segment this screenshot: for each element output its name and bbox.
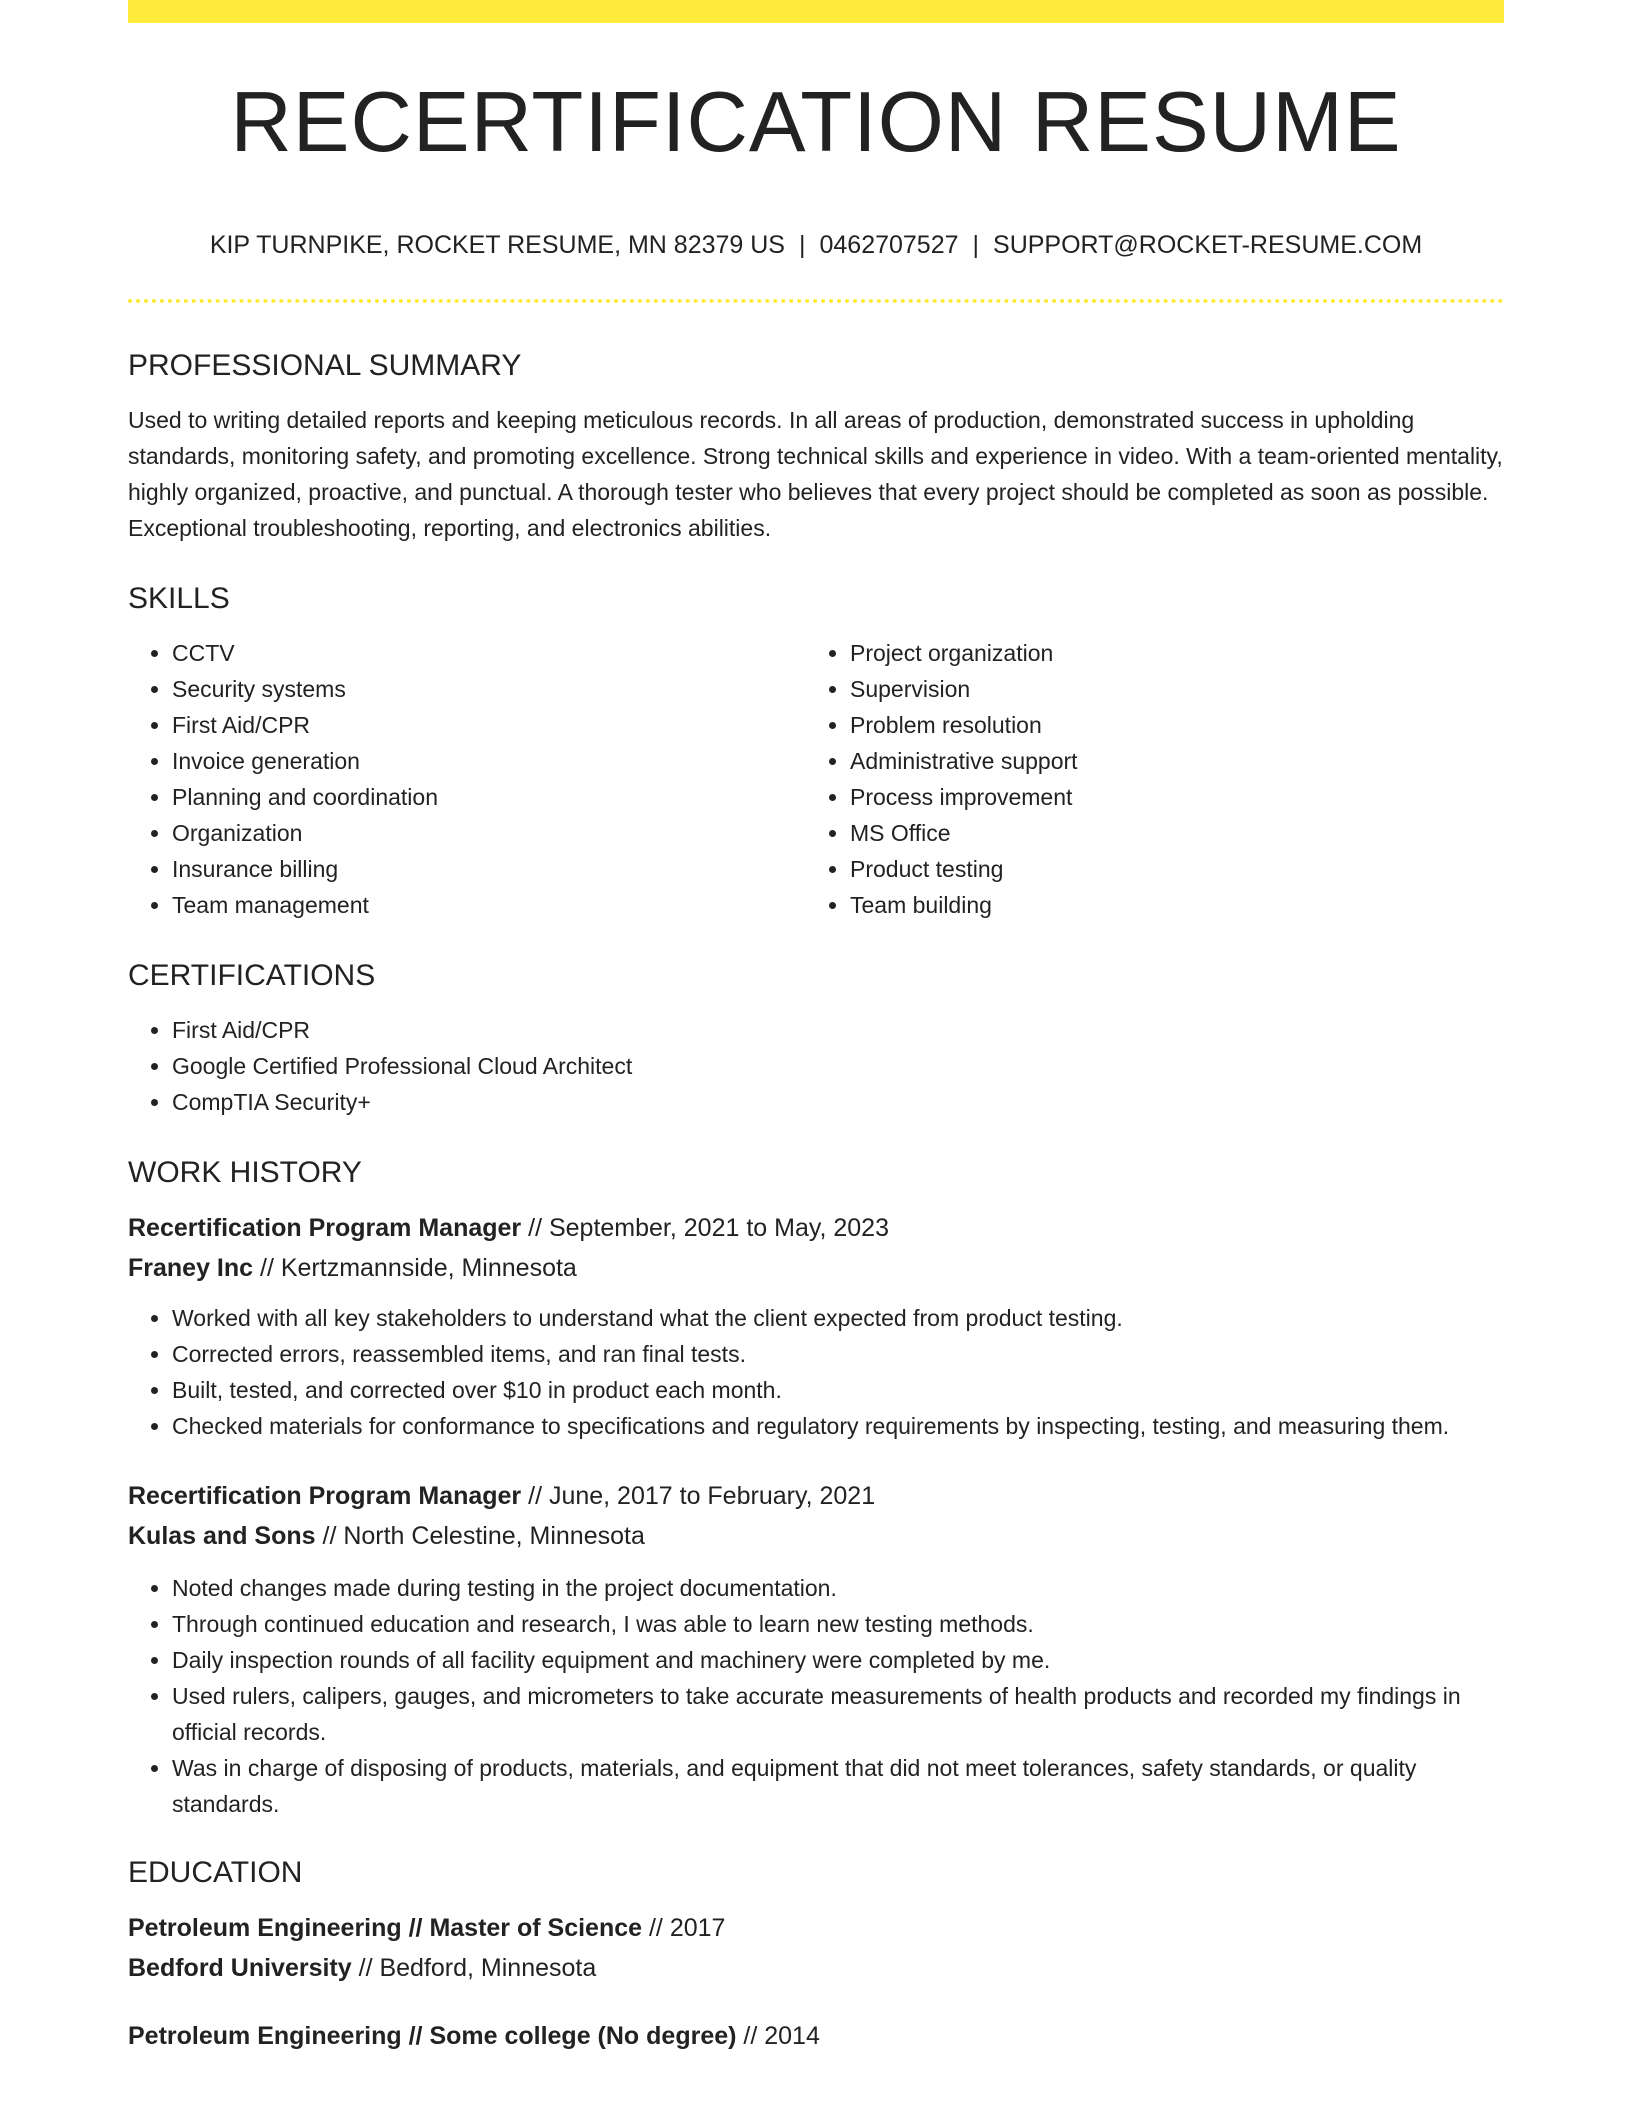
job-bullets xyxy=(128,1300,1504,1444)
job-bullet: • Built, tested, and corrected over $10 in product each month. xyxy=(172,1372,1504,1408)
education-degree-line xyxy=(128,1908,1504,1948)
skills-columns xyxy=(128,635,1504,923)
certification-item: • CompTIA Security+ xyxy=(172,1084,1504,1120)
summary-text: Used to writing detailed reports and keeping meticulous records. In all areas of production, demonstrated success in upholding standards, monitoring safety, and promoting excellence. Strong technical skills and experience in video. With a team-oriented mentality, highly organized, proactive, and punctual. A thorough tester who believes that every project should be completed as soon as possible. Exceptional troubleshooting, reporting, and electronics abilities. xyxy=(128,407,1503,541)
skill-item: • Process improvement xyxy=(850,779,1484,815)
skill-item: • Team management xyxy=(172,887,806,923)
job-bullet: • Worked with all key stakeholders to understand what the client expected from product testing. xyxy=(172,1300,1504,1336)
education-location: // Bedford, Minnesota xyxy=(351,1954,597,1982)
skill-item: • Project organization xyxy=(850,635,1484,671)
work-history-heading: WORK HISTORY xyxy=(128,1156,362,1189)
education-school-line xyxy=(128,1948,1504,1988)
job-bullet: • Corrected errors, reassembled items, and ran final tests. xyxy=(172,1336,1504,1372)
job-role: Recertification Program Manager xyxy=(128,1214,522,1242)
skill-item: • Organization xyxy=(172,815,806,851)
education-school: Bedford University xyxy=(128,1954,352,1982)
contact-separator: | xyxy=(972,231,980,259)
skill-item: • Administrative support xyxy=(850,743,1484,779)
job-location: // Kertzmannside, Minnesota xyxy=(253,1254,577,1282)
skill-item: • First Aid/CPR xyxy=(172,707,806,743)
skills-heading: SKILLS xyxy=(128,582,230,615)
skill-item: • Insurance billing xyxy=(172,851,806,887)
resume-title: RECERTIFICATION RESUME xyxy=(230,75,1402,170)
skill-item: • CCTV xyxy=(172,635,806,671)
skill-item: • Supervision xyxy=(850,671,1484,707)
contact-separator: | xyxy=(798,231,806,259)
job-title-line xyxy=(128,1476,1504,1516)
job-company: Kulas and Sons xyxy=(128,1522,316,1550)
education-year: // 2017 xyxy=(642,1914,726,1942)
top-accent-bar xyxy=(128,0,1504,23)
education-year: // 2014 xyxy=(736,2022,820,2050)
job-bullet: • Used rulers, calipers, gauges, and micrometers to take accurate measurements of health products and recorded my findings in official records. xyxy=(172,1678,1504,1750)
job-company: Franey Inc xyxy=(128,1254,254,1282)
certifications-heading: CERTIFICATIONS xyxy=(128,959,376,992)
job-location: // North Celestine, Minnesota xyxy=(315,1522,645,1550)
skill-item: • Product testing xyxy=(850,851,1484,887)
certifications-list xyxy=(128,1012,1504,1120)
job-bullet: • Daily inspection rounds of all facility equipment and machinery were completed by me. xyxy=(172,1642,1504,1678)
certification-item: • First Aid/CPR xyxy=(172,1012,1504,1048)
skill-item: • Planning and coordination xyxy=(172,779,806,815)
education-entry xyxy=(128,1908,1504,1988)
job-company-line xyxy=(128,1516,1504,1556)
education-degree: Petroleum Engineering // Master of Science xyxy=(128,1914,643,1942)
contact-phone: 0462707527 xyxy=(819,231,959,259)
job-bullet: • Through continued education and research, I was able to learn new testing methods. xyxy=(172,1606,1504,1642)
header-divider xyxy=(128,299,1504,303)
skill-item: • Invoice generation xyxy=(172,743,806,779)
contact-email: SUPPORT@ROCKET-RESUME.COM xyxy=(993,231,1423,259)
skills-list-right xyxy=(806,635,1484,923)
job-dates: // June, 2017 to February, 2021 xyxy=(521,1482,876,1510)
job-dates: // September, 2021 to May, 2023 xyxy=(521,1214,889,1242)
job-bullet: • Noted changes made during testing in the project documentation. xyxy=(172,1570,1504,1606)
skills-list-left xyxy=(128,635,806,923)
job-bullet: • Checked materials for conformance to specifications and regulatory requirements by inspecting, testing, and measuring them. xyxy=(172,1408,1504,1444)
job-bullet: • Was in charge of disposing of products, materials, and equipment that did not meet tolerances, safety standards, or quality standards. xyxy=(172,1750,1504,1822)
contact-line xyxy=(128,233,1504,258)
education-degree: Petroleum Engineering // Some college (No degree) xyxy=(128,2022,737,2050)
education-entry xyxy=(128,2016,1504,2056)
contact-address: KIP TURNPIKE, ROCKET RESUME, MN 82379 US xyxy=(209,231,785,259)
skill-item: • Problem resolution xyxy=(850,707,1484,743)
job-bullets xyxy=(128,1570,1504,1822)
job-role: Recertification Program Manager xyxy=(128,1482,522,1510)
education-heading: EDUCATION xyxy=(128,1856,303,1889)
resume-page xyxy=(128,0,1504,2056)
job-entry xyxy=(128,1208,1504,1444)
skill-item: • Security systems xyxy=(172,671,806,707)
job-entry xyxy=(128,1476,1504,1822)
job-company-line xyxy=(128,1248,1504,1288)
skill-item: • MS Office xyxy=(850,815,1484,851)
skill-item: • Team building xyxy=(850,887,1484,923)
certification-item: • Google Certified Professional Cloud Architect xyxy=(172,1048,1504,1084)
summary-heading: PROFESSIONAL SUMMARY xyxy=(128,349,522,382)
education-degree-line xyxy=(128,2016,1504,2056)
job-title-line xyxy=(128,1208,1504,1248)
